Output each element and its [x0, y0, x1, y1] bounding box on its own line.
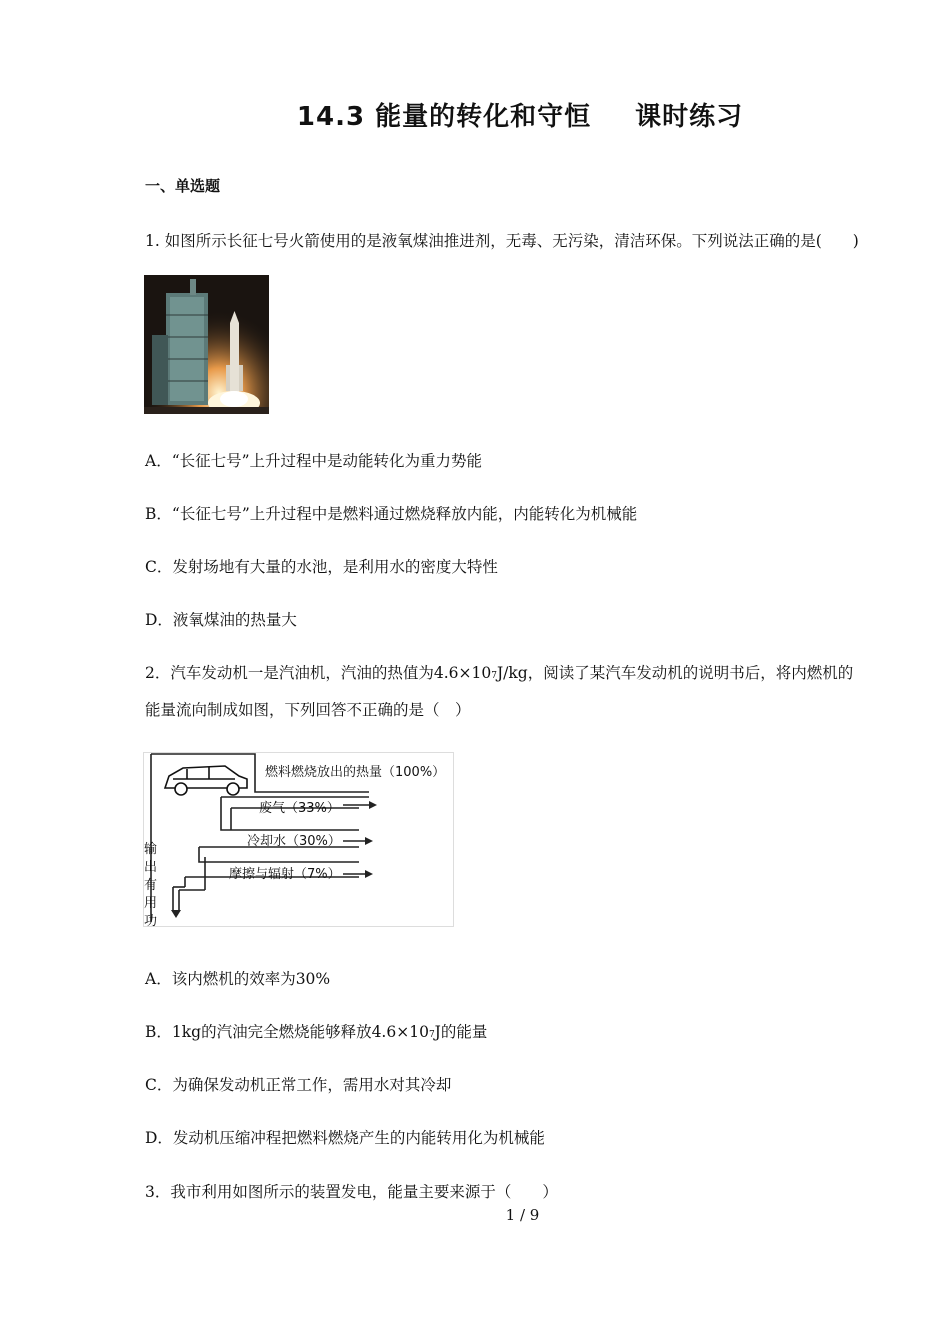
question-2-option-a: A．该内燃机的效率为30%: [145, 970, 331, 988]
svg-text:输: 输: [144, 842, 158, 857]
diagram-exhaust-label: 废气（33%）: [259, 801, 340, 816]
energy-flow-diagram: [143, 752, 454, 927]
diagram-output-label: [144, 841, 157, 927]
diagram-friction-label: 摩擦与辐射（7%）: [229, 867, 341, 882]
diagram-cooling-label: 冷却水（30%）: [247, 834, 341, 849]
rocket-launch-image: [144, 275, 269, 414]
question-1-option-a: A．“长征七号”上升过程中是动能转化为重力势能: [145, 452, 483, 470]
q2-option-b-exponent: 7: [428, 1030, 435, 1040]
title-sub: 课时练习: [635, 102, 744, 132]
question-2-stem-line-1: [145, 661, 853, 683]
question-3-stem: 3．我市利用如图所示的装置发电，能量主要来源于（ ）: [145, 1183, 558, 1201]
svg-text:用: 用: [144, 896, 158, 911]
q2-stem-exponent: 7: [491, 671, 497, 681]
q2-option-b-part-a: B．1kg的汽油完全燃烧能够释放4.6×10: [145, 1023, 429, 1041]
question-2-option-c: C．为确保发动机正常工作，需用水对其冷却: [145, 1076, 452, 1094]
page-number: 1 / 9: [505, 1206, 540, 1224]
question-1-option-d: D．液氧煤油的热量大: [145, 611, 297, 629]
q2-stem-part-b: J/kg，阅读了某汽车发动机的说明书后，将内燃机的: [496, 664, 854, 682]
page-title: [0, 96, 950, 133]
q2-option-b-part-b: J的能量: [434, 1023, 488, 1041]
question-2-option-d: D．发动机压缩冲程把燃料燃烧产生的内能转用化为机械能: [145, 1129, 545, 1147]
q2-stem-part-a: 2．汽车发动机一是汽油机，汽油的热值为4.6×10: [145, 664, 492, 682]
question-1-option-b: B．“长征七号”上升过程中是燃料通过燃烧释放内能，内能转化为机械能: [145, 505, 638, 523]
question-2-stem-line-2: 能量流向制成如图，下列回答不正确的是（ ）: [145, 701, 471, 719]
diagram-top-label: 燃料燃烧放出的热量（100%）: [265, 765, 446, 780]
section-title: 一、单选题: [145, 177, 221, 195]
question-1-option-c: C．发射场地有大量的水池，是利用水的密度大特性: [145, 558, 498, 576]
svg-text:有: 有: [144, 878, 158, 893]
question-1-stem: 1. 如图所示长征七号火箭使用的是液氧煤油推进剂，无毒、无污染，清洁环保。下列说法正确的是( ): [145, 232, 859, 250]
svg-text:功: 功: [144, 914, 158, 927]
svg-text:出: 出: [144, 860, 158, 875]
title-main: 14.3 能量的转化和守恒: [296, 102, 592, 132]
question-2-option-b: [145, 1020, 487, 1042]
